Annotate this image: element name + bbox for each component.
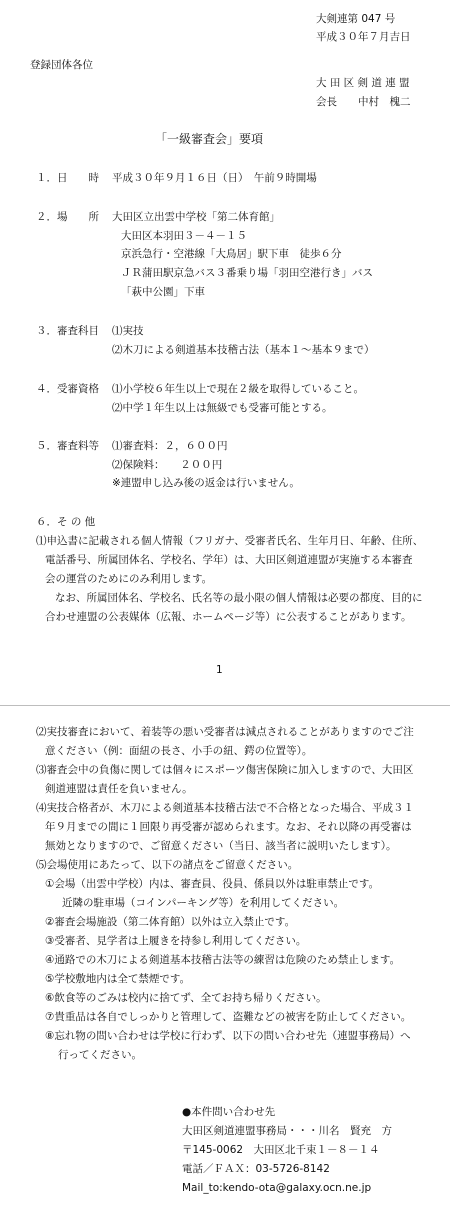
- section-fees-label: ５．審査料等: [36, 440, 99, 452]
- issue-date: 平成３０年７月吉日: [316, 31, 411, 43]
- notice-line: ⑵実技審査において、着装等の悪い受審者は減点されることがありますのでご注: [36, 726, 414, 738]
- section-subjects-label: ３．審査科目: [36, 325, 99, 337]
- contact-phone: 電話／ＦＡＸ：03-5726-8142: [182, 1163, 330, 1175]
- other-line: 電話番号、所属団体名、学校名、学年）は、大田区剣道連盟が実施する本審査: [45, 554, 413, 566]
- notice-line: 年９月までの間に１回限り再受審が認められます。なお、それ以降の再受審は: [45, 821, 412, 833]
- president-name: 会長 中村 槐二: [316, 96, 411, 108]
- notice-line: 近隣の駐車場（コインパーキング等）を利用してください。: [62, 897, 345, 909]
- section-date-value: 平成３０年９月１６日（日） 午前９時開場: [112, 172, 317, 184]
- other-line: ⑴申込書に記載される個人情報（フリガナ、受審者氏名、生年月日、年齢、住所、: [36, 535, 424, 547]
- notice-line: ⑧忘れ物の問い合わせは学校に行わず、以下の問い合わせ先（連盟事務局）へ: [45, 1030, 411, 1042]
- other-line: 会の運営のためにのみ利用します。: [45, 573, 213, 585]
- notice-line: ①会場（出雲中学校）内は、審査員、役員、係員以外は駐車禁止です。: [45, 878, 380, 890]
- notice-line: ⑦貴重品は各自でしっかりと管理して、盗難などの被害を防止してください。: [45, 1011, 412, 1023]
- fees-line: ⑴審査料：２，６００円: [112, 440, 228, 452]
- venue-line: 京浜急行・空港線「大鳥居」駅下車 徒歩６分: [121, 248, 342, 260]
- page-title: 「一級審査会」要項: [155, 132, 264, 146]
- section-date-label: １．日 時: [36, 172, 99, 184]
- fees-line: ⑵保険料： ２００円: [112, 459, 223, 471]
- other-line: なお、所属団体名、学校名、氏名等の最小限の個人情報は必要の都度、目的に: [55, 592, 423, 604]
- venue-line: ＪＲ蒲田駅京急バス３番乗り場「羽田空港行き」バス: [121, 267, 373, 279]
- organization-name: 大 田 区 剣 道 連 盟: [316, 77, 410, 89]
- contact-office: 大田区剣道連盟事務局・・・川名 賢充 方: [182, 1125, 392, 1137]
- notice-line: 剣道連盟は責任を負いません。: [45, 783, 193, 795]
- notice-line: 無効となりますので、ご留意ください（当日、該当者に説明いたします）。: [45, 840, 397, 852]
- section-venue-label: ２．場 所: [36, 211, 99, 223]
- venue-line: 大田区本羽田３－４－１５: [121, 230, 247, 242]
- notice-line: ⑶審査会中の負傷に関しては個々にスポーツ傷害保険に加入しますので、大田区: [36, 764, 414, 776]
- fees-line: ※連盟申し込み後の返金は行いません。: [112, 477, 300, 489]
- eligibility-line: ⑵中学１年生以上は無級でも受審可能とする。: [112, 402, 333, 414]
- notice-line: ⑷実技合格者が、木刀による剣道基本技稽古法で不合格となった場合、平成３１: [36, 802, 414, 814]
- notice-line: ③受審者、見学者は上履きを持参し利用してください。: [45, 935, 307, 947]
- section-eligibility-label: ４．受審資格: [36, 383, 99, 395]
- page-number: 1: [216, 664, 223, 676]
- notice-line: 行ってください。: [58, 1049, 142, 1061]
- venue-line: 「萩中公園」下車: [121, 286, 205, 298]
- recipient: 登録団体各位: [30, 59, 93, 71]
- contact-address: 〒145-0062 大田区北千束１－８－１４: [182, 1144, 380, 1156]
- section-other-label: ６．そ の 他: [36, 516, 96, 528]
- notice-line: ⑥飲食等のごみは校内に捨てず、全てお持ち帰りください。: [45, 992, 327, 1004]
- page-divider: [0, 705, 450, 706]
- other-line: 合わせ連盟の公表媒体（広報、ホームページ等）に公表することがあります。: [45, 611, 412, 623]
- notice-line: ⑸会場使用にあたって、以下の諸点をご留意ください。: [36, 859, 299, 871]
- contact-heading: ●本件問い合わせ先: [182, 1106, 276, 1118]
- contact-mail: Mail_to:kendo-ota@galaxy.ocn.ne.jp: [182, 1182, 372, 1194]
- notice-line: ②審査会場施設（第二体育館）以外は立入禁止です。: [45, 916, 296, 928]
- notice-line: ⑤学校敷地内は全て禁煙です。: [45, 973, 191, 985]
- notice-line: ④通路での木刀による剣道基本技稽古法等の練習は危険のため禁止します。: [45, 954, 401, 966]
- venue-line: 大田区立出雲中学校「第二体育館」: [112, 211, 280, 223]
- notice-line: 意ください（例：面紐の長さ、小手の紐、鍔の位置等）。: [45, 745, 313, 757]
- document-number: 大剣連第 047 号: [316, 13, 396, 25]
- subjects-line: ⑵木刀による剣道基本技稽古法（基本１～基本９まで）: [112, 344, 375, 356]
- eligibility-line: ⑴小学校６年生以上で現在２級を取得していること。: [112, 383, 364, 395]
- subjects-line: ⑴実技: [112, 325, 144, 337]
